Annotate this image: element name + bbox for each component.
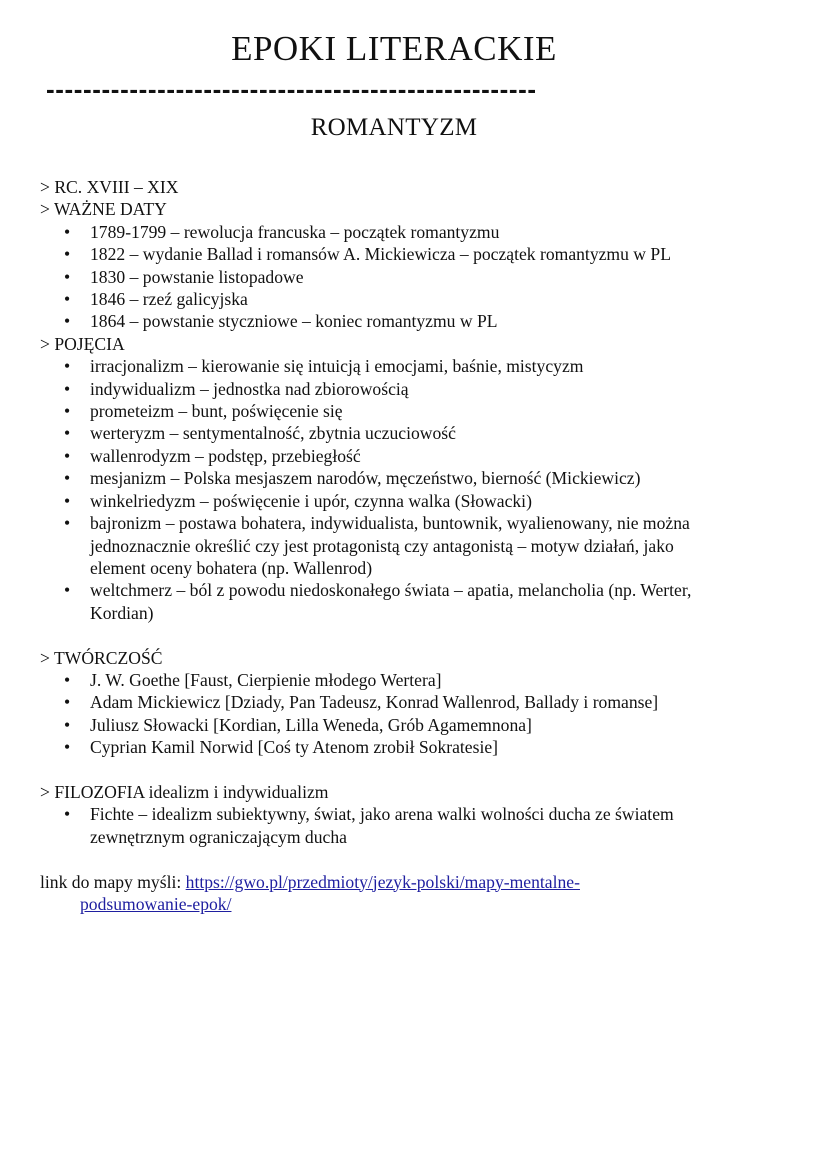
list-item: • prometeizm – bunt, poświęcenie się <box>90 400 760 422</box>
list-item: • Cyprian Kamil Norwid [Coś ty Atenom zrobił Sokratesie] <box>90 736 760 758</box>
list-item: • bajronizm – postawa bohatera, indywidualista, buntownik, wyalienowany, nie można jednoznacznie określić czy jest protagonistą czy antagonistą – motyw działań, jako element oceny bohatera (np. Wallenrod) <box>90 512 700 579</box>
spacer <box>40 759 760 781</box>
list-item: • 1789-1799 – rewolucja francuska – początek romantyzmu <box>90 221 760 243</box>
list-item: • wallenrodyzm – podstęp, przebiegłość <box>90 445 760 467</box>
mind-map-link[interactable]: https://gwo.pl/przedmioty/jezyk-polski/mapy-mentalne- <box>185 871 580 892</box>
list-item: • 1830 – powstanie listopadowe <box>90 266 760 288</box>
list-item: • Adam Mickiewicz [Dziady, Pan Tadeusz, Konrad Wallenrod, Ballady i romanse] <box>90 691 760 713</box>
link-prefix: link do mapy myśli: <box>40 871 186 892</box>
spacer <box>40 848 760 870</box>
works-list <box>40 669 760 759</box>
document-title: EPOKI LITERACKIE <box>231 29 557 68</box>
document-body <box>40 176 760 915</box>
mind-map-link-continuation <box>40 893 760 915</box>
title-divider: ----------------------------------------------------- <box>46 74 537 104</box>
list-item: • J. W. Goethe [Faust, Cierpienie młodego Wertera] <box>90 669 760 691</box>
document-subtitle: ROMANTYZM <box>310 114 478 141</box>
mind-map-link-line <box>40 871 760 893</box>
concepts-heading: > POJĘCIA <box>40 333 125 354</box>
list-item: • 1822 – wydanie Ballad i romansów A. Mickiewicza – początek romantyzmu w PL <box>90 243 760 265</box>
list-item: • Fichte – idealizm subiektywny, świat, jako arena walki wolności ducha ze światem zewnętrznym ograniczającym ducha <box>90 803 770 848</box>
list-item: • weltchmerz – ból z powodu niedoskonałego świata – apatia, melancholia (np. Werter, Kordian) <box>90 579 700 624</box>
philosophy-heading: > FILOZOFIA idealizm i indywidualizm <box>40 781 329 802</box>
works-heading: > TWÓRCZOŚĆ <box>40 647 163 668</box>
list-item: • mesjanizm – Polska mesjaszem narodów, męczeństwo, bierność (Mickiewicz) <box>90 467 760 489</box>
list-item: • irracjonalizm – kierowanie się intuicją i emocjami, baśnie, mistycyzm <box>90 355 760 377</box>
spacer <box>40 624 760 646</box>
mind-map-link-continued[interactable]: podsumowanie-epok/ <box>80 893 232 914</box>
dates-heading: > WAŻNE DATY <box>40 199 167 220</box>
era-heading: > RC. XVIII – XIX <box>40 177 179 197</box>
list-item: • 1846 – rzeź galicyjska <box>90 288 760 310</box>
list-item: • Juliusz Słowacki [Kordian, Lilla Weneda, Grób Agamemnona] <box>90 714 760 736</box>
concepts-list <box>40 355 760 624</box>
dates-list <box>40 221 760 333</box>
list-item: • werteryzm – sentymentalność, zbytnia uczuciowość <box>90 422 760 444</box>
list-item: • indywidualizm – jednostka nad zbiorowością <box>90 378 760 400</box>
philosophy-list <box>40 803 760 848</box>
list-item: • winkelriedyzm – poświęcenie i upór, czynna walka (Słowacki) <box>90 490 760 512</box>
list-item: • 1864 – powstanie styczniowe – koniec romantyzmu w PL <box>90 310 760 332</box>
